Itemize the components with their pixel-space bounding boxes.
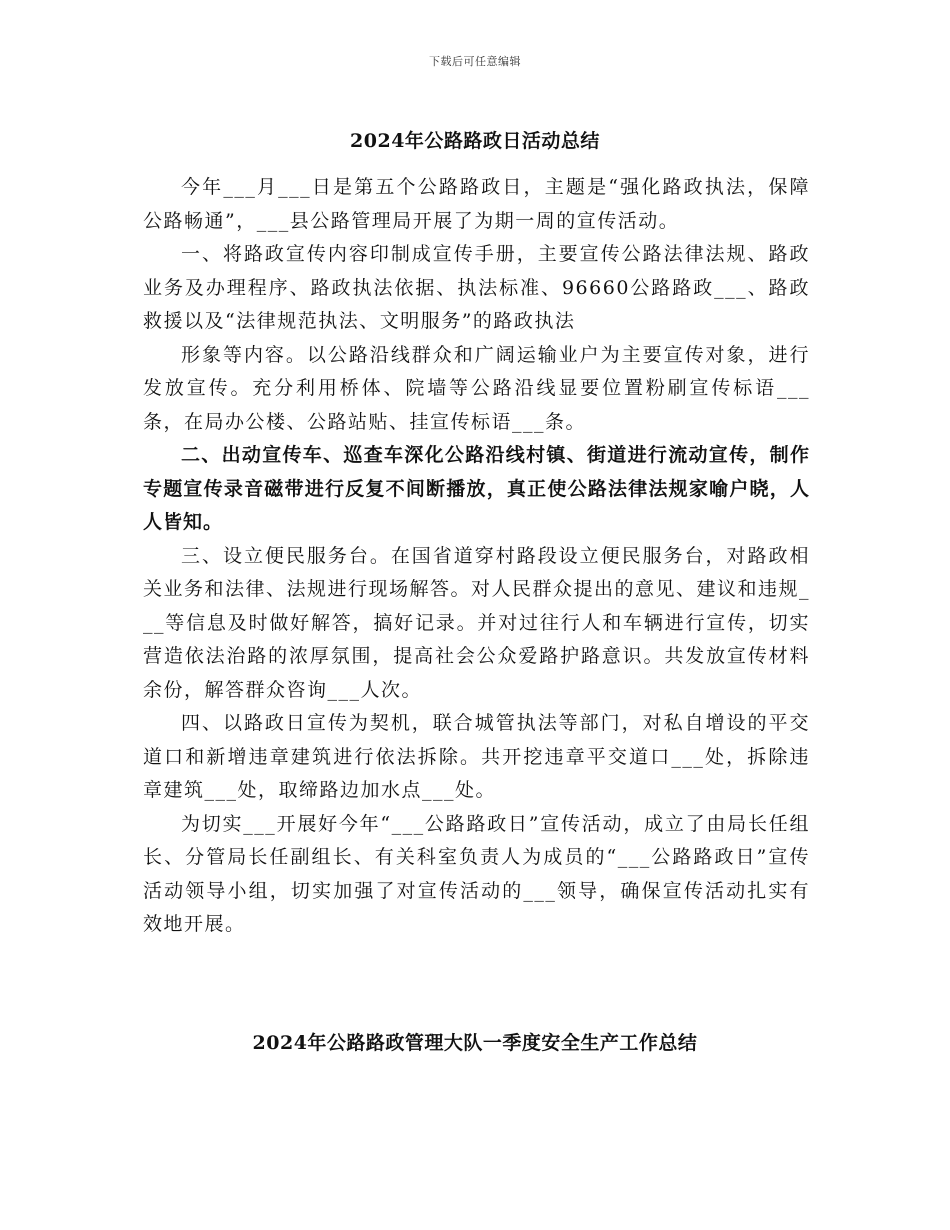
next-document-title: 2024年公路路政管理大队一季度安全生产工作总结 [252,1032,698,1054]
page-header-note: 下载后可任意编辑 [429,55,521,68]
document-body [143,171,810,942]
paragraph-intro: 今年___月___日是第五个公路路政日，主题是“强化路政执法，保障公路畅通”，___县公路管理局开展了为期一周的宣传活动。 [143,176,810,232]
paragraph-item-2: 二、出动宣传车、巡查车深化公路沿线村镇、街道进行流动宣传，制作专题宣传录音磁带进行反复不间断播放，真正使公路法律法规家喻户晓，人人皆知。 [143,444,810,533]
paragraph-item-4: 四、以路政日宣传为契机，联合城管执法等部门，对私自增设的平交道口和新增违章建筑进行依法拆除。共开挖违章平交道口___处，拆除违章建筑___处，取缔路边加水点___处。 [143,712,810,801]
paragraph-conclusion: 为切实___开展好今年“___公路路政日”宣传活动，成立了由局长任组长、分管局长任副组长、有关科室负责人为成员的“___公路路政日”宣传活动领导小组，切实加强了对宣传活动的___领导，确保宣传活动扎实有效地开展。 [143,812,810,935]
paragraph-item-1: 一、将路政宣传内容印制成宣传手册，主要宣传公路法律法规、路政业务及办理程序、路政执法依据、执法标准、96660公路路政___、路政救援以及“法律规范执法、文明服务”的路政执法 [143,243,810,332]
paragraph-item-3: 三、设立便民服务台。在国省道穿村路段设立便民服务台，对路政相关业务和法律、法规进行现场解答。对人民群众提出的意见、建议和违规___等信息及时做好解答，搞好记录。并对过往行人和车辆进行宣传，切实营造依法治路的浓厚氛围，提高社会公众爱路护路意识。共发放宣传材料余份，解答群众咨询___人次。 [143,544,811,701]
paragraph-item-1-continued: 形象等内容。以公路沿线群众和广阔运输业户为主要宣传对象，进行发放宣传。充分利用桥体、院墙等公路沿线显要位置粉刷宣传标语___条，在局办公楼、公路站贴、挂宣传标语___条。 [143,343,810,433]
document-title: 2024年公路路政日活动总结 [350,130,600,152]
